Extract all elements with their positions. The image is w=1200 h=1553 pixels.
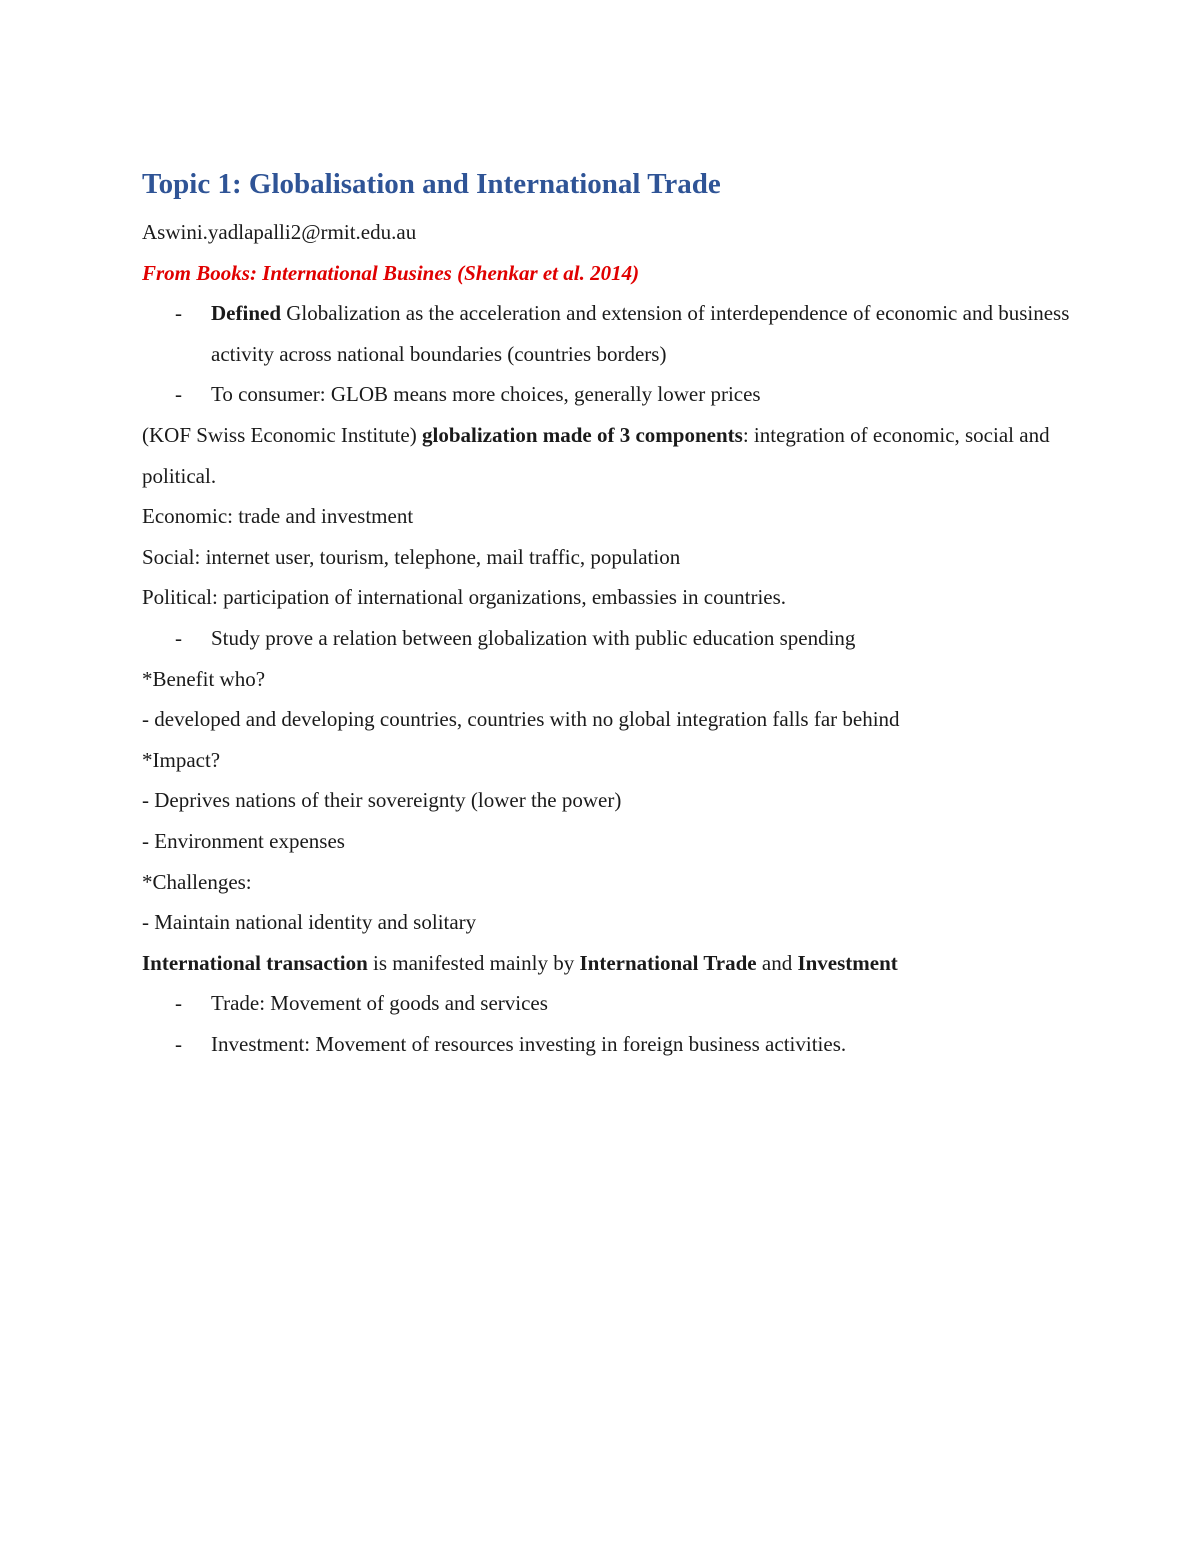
bullet-dash: - (175, 991, 182, 1016)
challenges-heading: *Challenges: (142, 869, 252, 894)
impact-heading: *Impact? (142, 747, 221, 772)
bullet-dash: - (175, 301, 182, 326)
kof-paragraph (142, 415, 1082, 496)
trade-text: Trade: Movement of goods and services (211, 991, 548, 1016)
defined-text: Globalization as the acceleration and extension of interdependence of economic and business activity across national boundaries (countries borders) (211, 301, 1070, 366)
defined-bold: Defined (211, 301, 281, 326)
transaction-text-2: and (756, 950, 798, 975)
email-address: Aswini.yadlapalli2@rmit.edu.au (142, 220, 417, 244)
bullet-trade (142, 983, 1082, 1024)
investment-text: Investment: Movement of resources investing in foreign business activities. (211, 1031, 847, 1056)
kof-suffix: : integration of economic, social and political. (142, 422, 1050, 488)
transaction-bold-3: Investment (797, 950, 898, 975)
social-line: Social: internet user, tourism, telephone, mail traffic, population (142, 544, 681, 569)
transaction-paragraph (142, 943, 1082, 984)
transaction-text-1: is manifested mainly by (367, 950, 580, 975)
bullet-consumer (142, 374, 1082, 415)
benefit-heading: *Benefit who? (142, 666, 266, 691)
bullet-investment (142, 1024, 1082, 1065)
bullet-study (142, 618, 1082, 659)
study-text: Study prove a relation between globalization with public education spending (211, 625, 856, 650)
bullet-dash: - (175, 382, 182, 407)
source-reference: From Books: International Busines (Shenkar et al. 2014) (142, 260, 640, 285)
bullet-defined (142, 293, 1082, 374)
kof-bold: globalization made of 3 components (421, 422, 743, 447)
benefit-item: - developed and developing countries, countries with no global integration falls far behind (142, 707, 900, 732)
impact-item-2: - Environment expenses (142, 828, 345, 853)
kof-prefix: (KOF Swiss Economic Institute) (142, 422, 422, 447)
bullet-dash: - (175, 1031, 182, 1056)
economic-line: Economic: trade and investment (142, 504, 414, 529)
document-page (142, 160, 1082, 1064)
bullet-dash: - (175, 625, 182, 650)
consumer-text: To consumer: GLOB means more choices, generally lower prices (211, 382, 761, 407)
challenges-item: - Maintain national identity and solitary (142, 910, 477, 935)
impact-item-1: - Deprives nations of their sovereignty (lower the power) (142, 788, 622, 813)
political-line: Political: participation of international organizations, embassies in countries. (142, 585, 787, 610)
transaction-bold-2: International Trade (579, 950, 757, 975)
page-title: Topic 1: Globalisation and International Trade (142, 168, 721, 200)
transaction-bold-1: International transaction (142, 950, 368, 975)
